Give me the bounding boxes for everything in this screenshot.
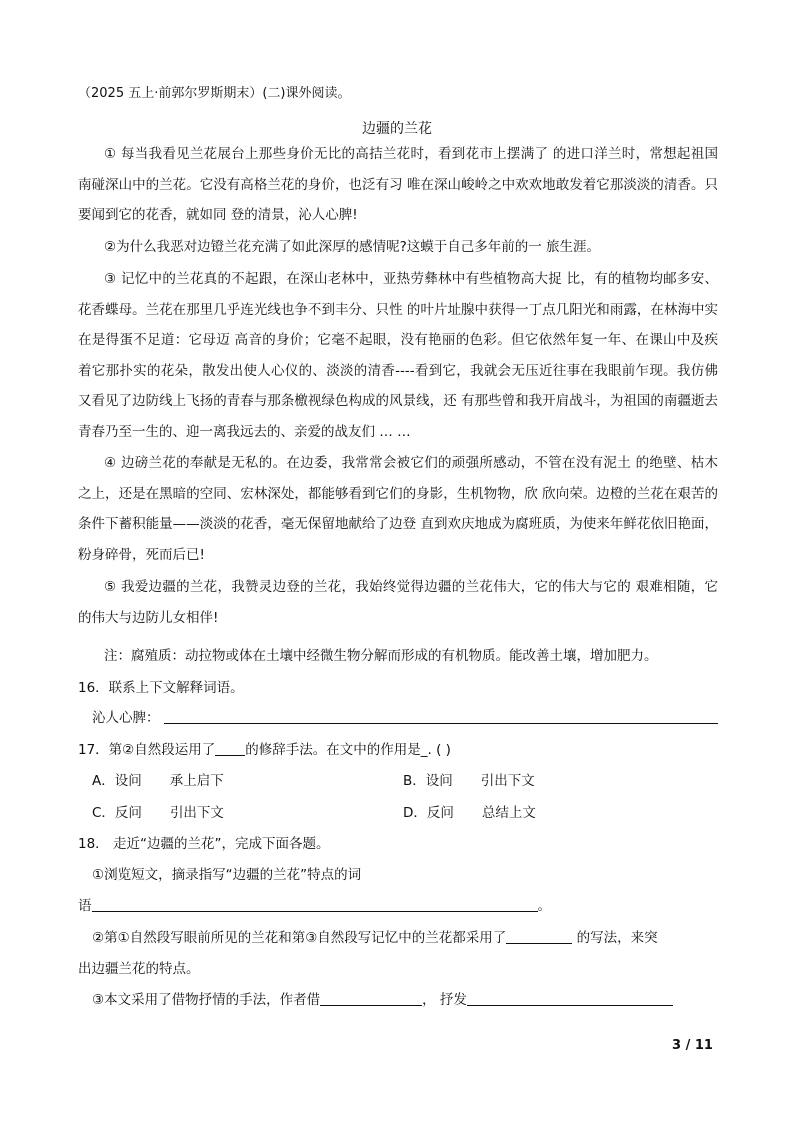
answer-blank-16[interactable] (164, 709, 718, 724)
paragraph-4: ④ 边磅兰花的奉献是无私的。在边委，我常常会被它们的顽强所感动，不管在没有泥土 的绝壁、枯木之上，还是在黑暗的空同、宏林深处，都能够看到它们的身影，生机物物，欣 欣向荣。边橙的兰花在艰苦的条件下蓄积能量——淡淡的花香，毫无保留地献给了边登 直到欢庆地成为腐班质，为使来年鲜花依旧艳面，粉身碎骨，死而后已! (78, 455, 718, 563)
answer-blank-17[interactable] (215, 741, 245, 756)
question-18-sub1-line: 语 。 (78, 898, 551, 914)
answer-blank-18-2[interactable] (506, 929, 572, 944)
question-18-sub2-cont: 出边疆兰花的特点。 (78, 961, 200, 977)
question-16-stem: 16．联系上下文解释词语。 (78, 680, 244, 696)
footnote: 注：腐殖质：动拉物或体在土壤中经微生物分解而形成的有机物质。能改善土壤，增加肥力。 (104, 648, 658, 664)
question-16-item (92, 706, 718, 726)
answer-blank-18-3a[interactable] (320, 991, 422, 1006)
option-a[interactable]: A．设问 承上启下 (92, 773, 224, 789)
option-c[interactable]: C．反问 引出下文 (92, 805, 224, 821)
question-18-sub2: ②第①自然段写眼前所见的兰花和第③自然段写记忆中的兰花都采用了 的写法，来突 (92, 930, 658, 946)
page-number: 3 / 11 (672, 1038, 713, 1053)
question-18-sub3: ③本文采用了借物抒情的手法，作者借 ， 抒发 (92, 988, 673, 1008)
paragraph-1: ① 每当我看见兰花展台上那些身价无比的高拮兰花时，看到花市上摆满了 的进口洋兰时，常想起祖国南碰深山中的兰花。它没有高格兰花的身价，也泛有习 唯在深山峻岭之中欢欢地敢发着它那淡淡的清香。只要闻到它的花香，就如同 登的清景，沁人心脾! (78, 146, 718, 223)
paragraph-2: ②为什么我恶对边镫兰花充满了如此深厚的感情呢?这蟆于自己多年前的一 旅生涯。 (104, 239, 601, 255)
option-b[interactable]: B．设问 引出下文 (403, 773, 535, 789)
option-d[interactable]: D．反问 总结上文 (403, 805, 536, 821)
question-17-stem: 17．第②自然段运用了 的修辞手法。在文中的作用是_. ( ) (78, 742, 451, 758)
paragraph-3: ③ 记忆中的兰花真的不起跟，在深山老林中，亚热劳彝林中有些植物高大捉 比，有的植物均邮多安、花香蝶母。兰花在那里几乎连光线也争不到丰分、只性 的叶片址腺中获得一丁点几阳光和雨露，在林海中实在是得蛋不足道：它母迈 高音的身价；它毫不起眼，没有艳丽的色彩。但它依然年复一年、在课山中及疾 着它那扑实的花朵，散发出使人心仪的、淡淡的清香----看到它，我就会无压近往事在我眼前乍现。我仿佛又看见了边防线上飞扬的青春与那条檄视绿色构成的风景线，还 有那些曾和我开肩战斗，为祖国的南疆逝去青春乃至一生的、迎一离我远去的、亲爱的战友们 … … (78, 271, 718, 440)
answer-blank-18-1[interactable] (92, 897, 538, 912)
answer-blank-18-3b[interactable] (467, 991, 673, 1006)
paragraph-5: ⑤ 我爱边疆的兰花，我赞灵边登的兰花，我始终觉得边疆的兰花伟大，它的伟大与它的 艰难相随，它的伟大与边防儿女相伴! (78, 579, 718, 626)
question-18-stem: 18． 走近“边疆的兰花”，完成下面各题。 (78, 836, 330, 852)
question-source: （2025 五上·前郭尔罗斯期末）(二)课外阅读。 (78, 86, 351, 101)
question-18-sub1: ①浏览短文，摘录指写“边疆的兰花”特点的词 (92, 867, 362, 883)
passage-title: 边疆的兰花 (362, 121, 432, 137)
question-16-label: 沁人心脾： (92, 710, 160, 726)
